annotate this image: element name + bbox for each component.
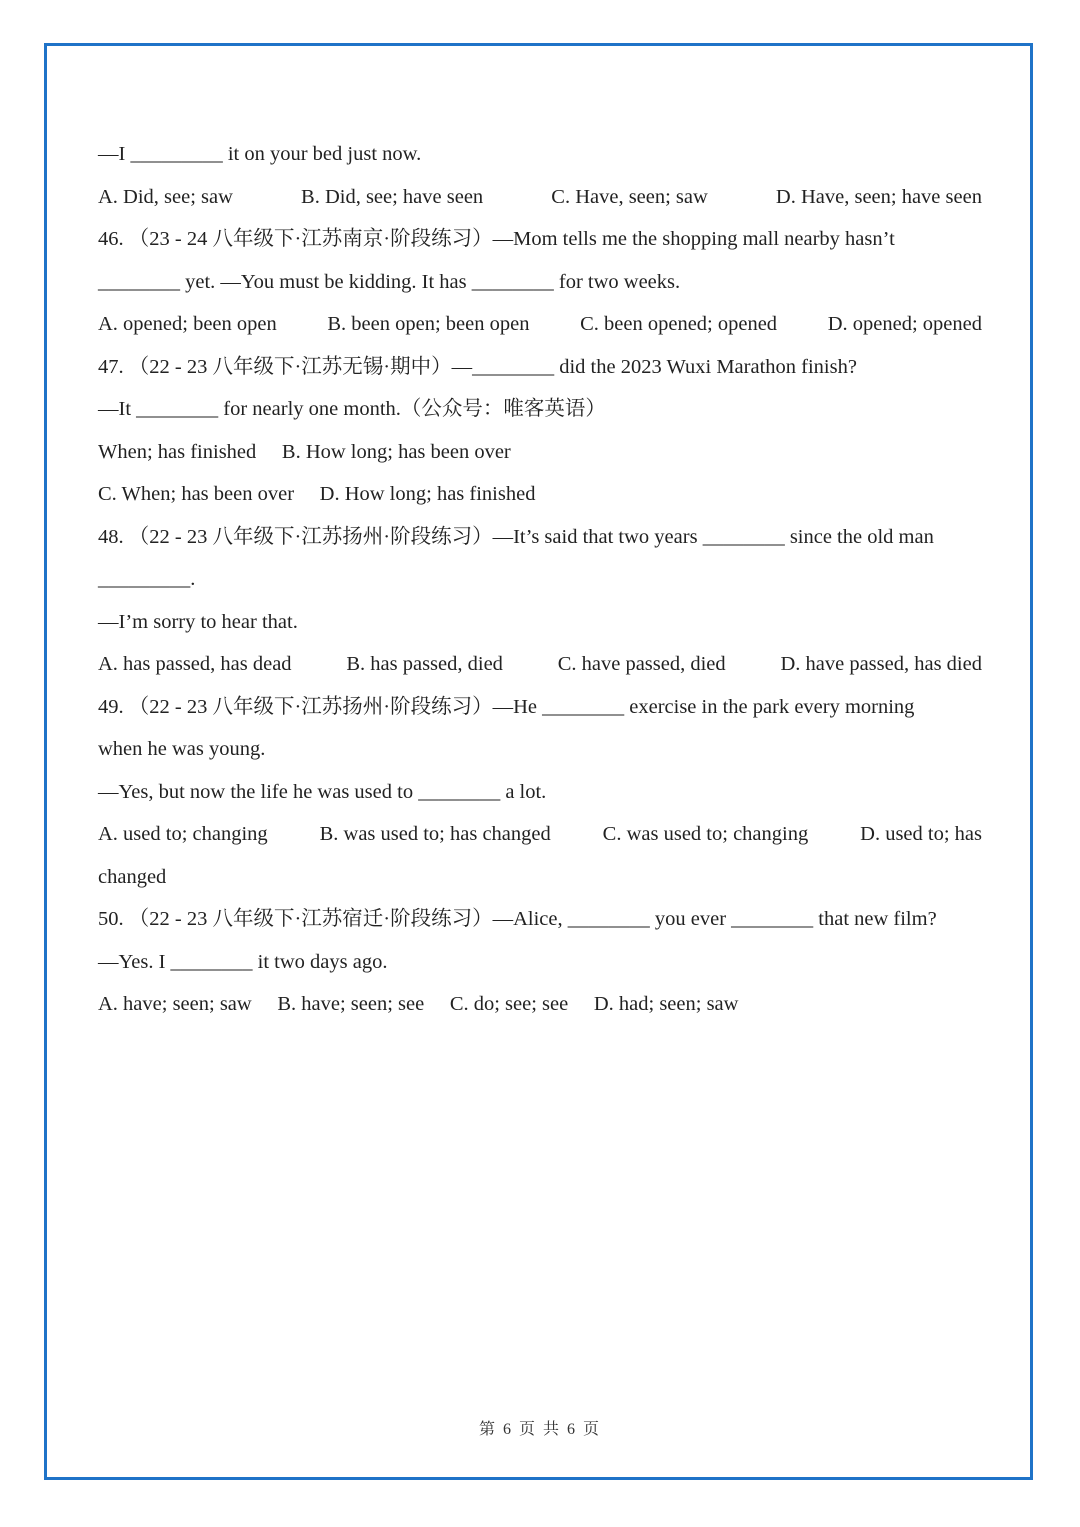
option: A. Did, see; saw <box>98 185 233 208</box>
option: C. been opened; opened <box>580 313 778 335</box>
text-line: ________ yet. —You must be kidding. It has ________ for two weeks. <box>98 270 681 293</box>
page-footer: 第 6 页 共 6 页 <box>478 1421 601 1438</box>
text-line: _________. <box>98 568 196 590</box>
question-50: 50. （22 - 23 八年级下·江苏宿迁·阶段练习）—Alice, ________ you ever ________ that new film? <box>98 908 937 930</box>
text-line: —Yes. I ________ it two days ago. <box>98 950 388 973</box>
option: B. was used to; has changed <box>319 823 551 845</box>
text-line: —I _________ it on your bed just now. <box>98 143 422 165</box>
question-47: 47. （22 - 23 八年级下·江苏无锡·期中）—________ did the 2023 Wuxi Marathon finish? <box>98 355 857 378</box>
options-line: When; has finished B. How long; has been over <box>98 440 511 463</box>
text-line: changed <box>98 865 167 888</box>
option: A. used to; changing <box>98 823 268 845</box>
option: C. was used to; changing <box>602 823 809 845</box>
options-line: A. have; seen; saw B. have; seen; see C. do; see; see D. had; seen; saw <box>98 993 739 1015</box>
text-line: —Yes, but now the life he was used to ________ a lot. <box>98 780 547 803</box>
option: B. Did, see; have seen <box>301 185 484 208</box>
question-46: 46. （23 - 24 八年级下·江苏南京·阶段练习）—Mom tells me the shopping mall nearby hasn’t <box>98 228 895 250</box>
option: B. has passed, died <box>346 653 503 675</box>
options-line: C. When; has been over D. How long; has finished <box>98 483 536 505</box>
options-line <box>98 176 982 219</box>
option: C. have passed, died <box>557 653 726 675</box>
question-49: 49. （22 - 23 八年级下·江苏扬州·阶段练习）—He ________ exercise in the park every morning <box>98 695 915 718</box>
text-line: —I’m sorry to hear that. <box>98 610 298 633</box>
option: D. Have, seen; have seen <box>775 185 982 208</box>
option: C. Have, seen; saw <box>551 185 708 208</box>
text-line: —It ________ for nearly one month.（公众号：唯客英语） <box>98 398 606 420</box>
option: B. been open; been open <box>327 313 530 335</box>
question-48: 48. （22 - 23 八年级下·江苏扬州·阶段练习）—It’s said that two years ________ since the old man <box>98 525 934 548</box>
option: A. opened; been open <box>98 313 277 335</box>
text-line: when he was young. <box>98 738 266 760</box>
option: D. have passed, has died <box>780 653 982 675</box>
question-content <box>98 133 982 1026</box>
options-line <box>98 813 982 856</box>
options-line <box>98 643 982 686</box>
option: D. used to; has <box>860 823 982 845</box>
options-line <box>98 303 982 346</box>
option: D. opened; opened <box>827 313 982 335</box>
option: A. has passed, has dead <box>98 653 292 675</box>
